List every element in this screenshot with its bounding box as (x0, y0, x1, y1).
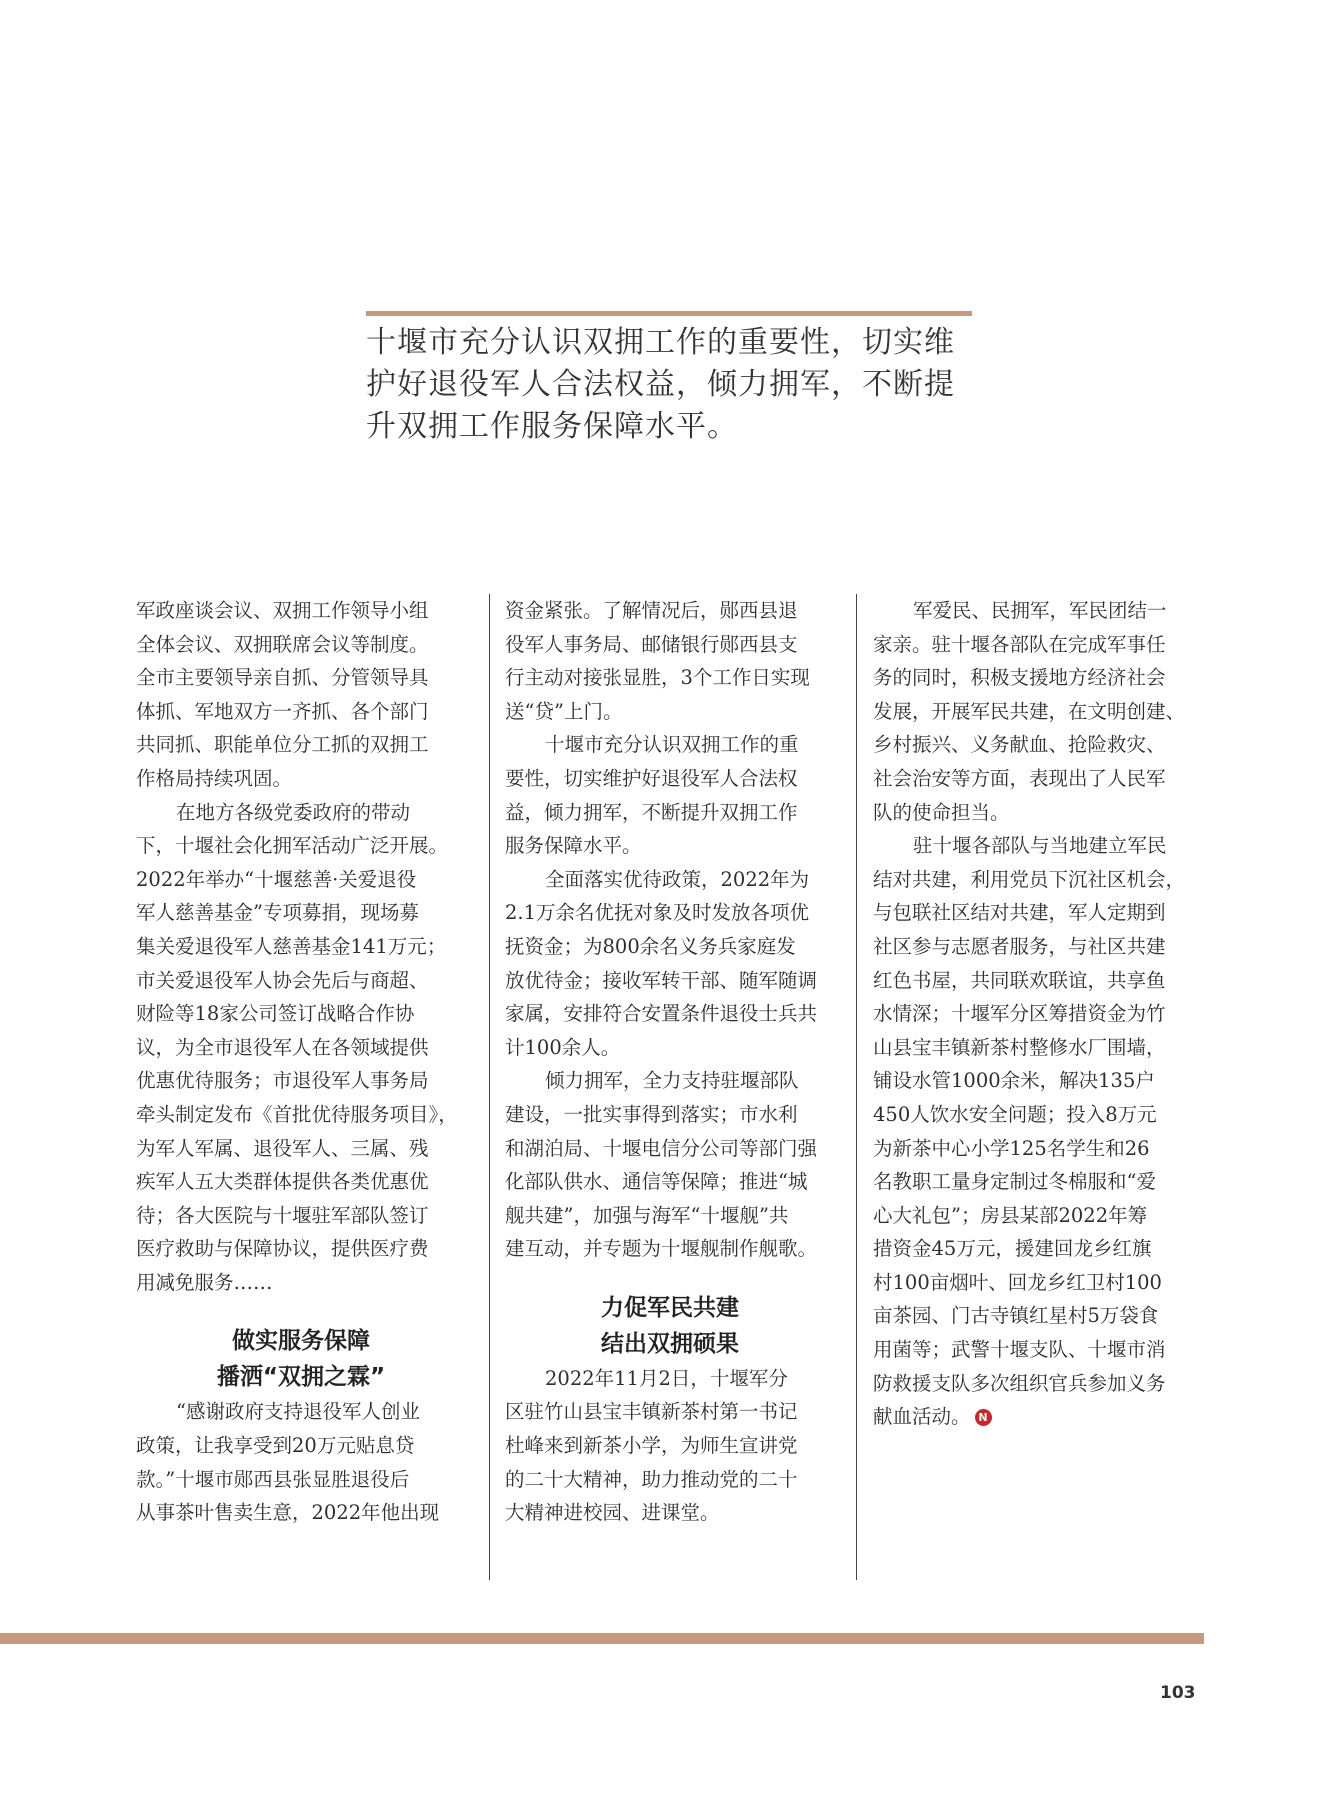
section-heading-line: 播洒“双拥之霖” (216, 1364, 386, 1391)
section-heading-line: 力促军民共建 (601, 1294, 739, 1321)
text-line: 为军人军属、退役军人、三属、残 (136, 1136, 429, 1160)
pull-quote-line: 护好退役军人合法权益，倾力拥军，不断提 (366, 367, 955, 402)
text-line: 市关爱退役军人协会先后与商超、 (136, 968, 429, 992)
text-line: 防救援支队多次组织官兵参加义务 (873, 1371, 1166, 1395)
text-line: 共同抓、职能单位分工抓的双拥工 (136, 733, 429, 757)
text-line: 名教职工量身定制过冬棉服和“爱 (873, 1170, 1156, 1194)
text-line: 心大礼包”；房县某部2022年筹 (873, 1203, 1148, 1227)
text-line: 在地方各级党委政府的带动 (176, 800, 411, 824)
section-heading (505, 1290, 835, 1362)
text-line: 政策，让我享受到20万元贴息贷 (136, 1434, 415, 1458)
text-line: 山县宝丰镇新茶村整修水厂围墙， (873, 1035, 1166, 1059)
paragraph (505, 594, 835, 728)
text-line: 议，为全市退役军人在各领域提供 (136, 1035, 429, 1059)
pull-quote-line: 十堰市充分认识双拥工作的重要性，切实维 (366, 325, 955, 360)
text-line: 用菌等；武警十堰支队、十堰市消 (873, 1338, 1166, 1362)
text-line: 财险等18家公司签订战略合作协 (136, 1002, 415, 1026)
text-line: 和湖泊局、十堰电信分公司等部门强 (505, 1136, 818, 1160)
end-mark-icon: N (975, 1409, 992, 1426)
text-column-1 (136, 594, 466, 1530)
text-line: 队的使命担当。 (873, 800, 1010, 824)
text-line: 牵头制定发布《首批优待服务项目》， (136, 1102, 458, 1126)
text-line: “感谢政府支持退役军人创业 (176, 1400, 420, 1424)
text-column-3 (873, 594, 1203, 1434)
text-line: 益，倾力拥军，不断提升双拥工作 (505, 800, 798, 824)
text-line: 医疗救助与保障协议，提供医疗费 (136, 1237, 429, 1261)
text-line: 优惠优待服务；市退役军人事务局 (136, 1069, 429, 1093)
paragraph (505, 728, 835, 862)
text-line: 驻十堰各部队与当地建立军民 (913, 834, 1167, 858)
paragraph (505, 1064, 835, 1266)
text-line: 要性，切实维护好退役军人合法权 (505, 766, 798, 790)
section-heading (136, 1323, 466, 1395)
text-line: 铺设水管1000余米，解决135户 (873, 1069, 1155, 1093)
text-line: 建互动，并专题为十堰舰制作舰歌。 (505, 1237, 818, 1261)
paragraph (505, 863, 835, 1065)
text-line: 全面落实优待政策，2022年为 (545, 867, 810, 891)
text-line: 区驻竹山县宝丰镇新茶村第一书记 (505, 1400, 798, 1424)
paragraph (505, 1362, 835, 1530)
text-line: 杜峰来到新茶小学，为师生宣讲党 (505, 1434, 798, 1458)
text-line: 社会治安等方面，表现出了人民军 (873, 766, 1166, 790)
text-line: 亩茶园、门古寺镇红星村5万袋食 (873, 1304, 1159, 1328)
text-line: 舰共建”，加强与海军“十堰舰”共 (505, 1203, 789, 1227)
text-line: 款。”十堰市郧西县张显胜退役后 (136, 1467, 410, 1491)
text-line-content: 献血活动。 (873, 1405, 971, 1429)
text-line: 抚资金；为800余名义务兵家庭发 (505, 934, 796, 958)
paragraph (136, 594, 466, 796)
footer-rule (0, 1633, 1204, 1644)
text-line: 红色书屋，共同联欢联谊，共享鱼 (873, 968, 1166, 992)
text-line: 十堰市充分认识双拥工作的重 (545, 733, 799, 757)
text-line: 放优待金；接收军转干部、随军随调 (505, 968, 818, 992)
text-line: 化部队供水、通信等保障；推进“城 (505, 1170, 808, 1194)
pull-quote-line: 升双拥工作服务保障水平。 (366, 409, 738, 444)
text-line: 资金紧张。了解情况后，郧西县退 (505, 599, 798, 622)
text-line: 军政座谈会议、双拥工作领导小组 (136, 599, 429, 622)
text-line: 与包联社区结对共建，军人定期到 (873, 901, 1166, 925)
pull-quote-rule (366, 311, 972, 316)
text-line: 社区参与志愿者服务，与社区共建 (873, 934, 1166, 958)
text-line: 作格局持续巩固。 (136, 766, 293, 790)
column-divider (489, 594, 490, 1580)
text-line: 的二十大精神，助力推动党的二十 (505, 1467, 798, 1491)
text-line: 450人饮水安全问题；投入8万元 (873, 1102, 1157, 1126)
text-line: 水情深；十堰军分区筹措资金为竹 (873, 1002, 1166, 1026)
paragraph (873, 594, 1203, 829)
page-number: 103 (1160, 1683, 1196, 1703)
text-column-2 (505, 594, 835, 1530)
text-line: 发展，开展军民共建，在文明创建、 (873, 699, 1186, 723)
text-line: 2.1万余名优抚对象及时发放各项优 (505, 901, 810, 925)
text-line: 结对共建，利用党员下沉社区机会， (873, 867, 1186, 891)
text-line: 乡村振兴、义务献血、抢险救灾、 (873, 733, 1166, 757)
text-line: 送“贷”上门。 (505, 699, 623, 723)
text-line: 待；各大医院与十堰驻军部队签订 (136, 1203, 429, 1227)
text-line: 服务保障水平。 (505, 834, 642, 858)
paragraph (136, 1395, 466, 1529)
section-heading-line: 做实服务保障 (232, 1328, 370, 1355)
text-line: 用减免服务…… (136, 1270, 273, 1294)
section-heading-line: 结出双拥硕果 (601, 1330, 739, 1357)
text-line: 军人慈善基金”专项募捐，现场募 (136, 901, 419, 925)
pull-quote (366, 322, 972, 448)
text-line: 家亲。驻十堰各部队在完成军事任 (873, 632, 1166, 656)
text-line: 措资金45万元，援建回龙乡红旗 (873, 1237, 1152, 1261)
text-line: 倾力拥军，全力支持驻堰部队 (545, 1069, 799, 1093)
text-line: 役军人事务局、邮储银行郧西县支 (505, 632, 798, 656)
text-line (873, 1400, 1203, 1434)
text-line: 全市主要领导亲自抓、分管领导具 (136, 666, 429, 690)
paragraph (873, 829, 1203, 1434)
text-line: 从事茶叶售卖生意，2022年他出现 (136, 1501, 440, 1525)
text-line: 计100余人。 (505, 1035, 621, 1059)
text-line: 疾军人五大类群体提供各类优惠优 (136, 1170, 429, 1194)
text-line: 下，十堰社会化拥军活动广泛开展。 (136, 834, 449, 858)
text-line: 建设，一批实事得到落实；市水利 (505, 1102, 798, 1126)
column-divider (856, 594, 857, 1580)
text-line: 村100亩烟叶、回龙乡红卫村100 (873, 1270, 1162, 1294)
text-line: 军爱民、民拥军，军民团结一 (913, 599, 1167, 622)
paragraph (136, 796, 466, 1300)
text-line: 全体会议、双拥联席会议等制度。 (136, 632, 429, 656)
text-line: 家属，安排符合安置条件退役士兵共 (505, 1002, 818, 1026)
text-line: 2022年11月2日，十堰军分 (545, 1366, 788, 1390)
text-line: 集关爱退役军人慈善基金141万元； (136, 934, 447, 958)
text-line: 大精神进校园、进课堂。 (505, 1501, 720, 1525)
text-line: 体抓、军地双方一齐抓、各个部门 (136, 699, 429, 723)
text-line: 2022年举办“十堰慈善·关爱退役 (136, 867, 417, 891)
text-line: 为新茶中心小学125名学生和26 (873, 1136, 1150, 1160)
text-line: 务的同时，积极支援地方经济社会 (873, 666, 1166, 690)
text-line: 行主动对接张显胜，3个工作日实现 (505, 666, 810, 690)
